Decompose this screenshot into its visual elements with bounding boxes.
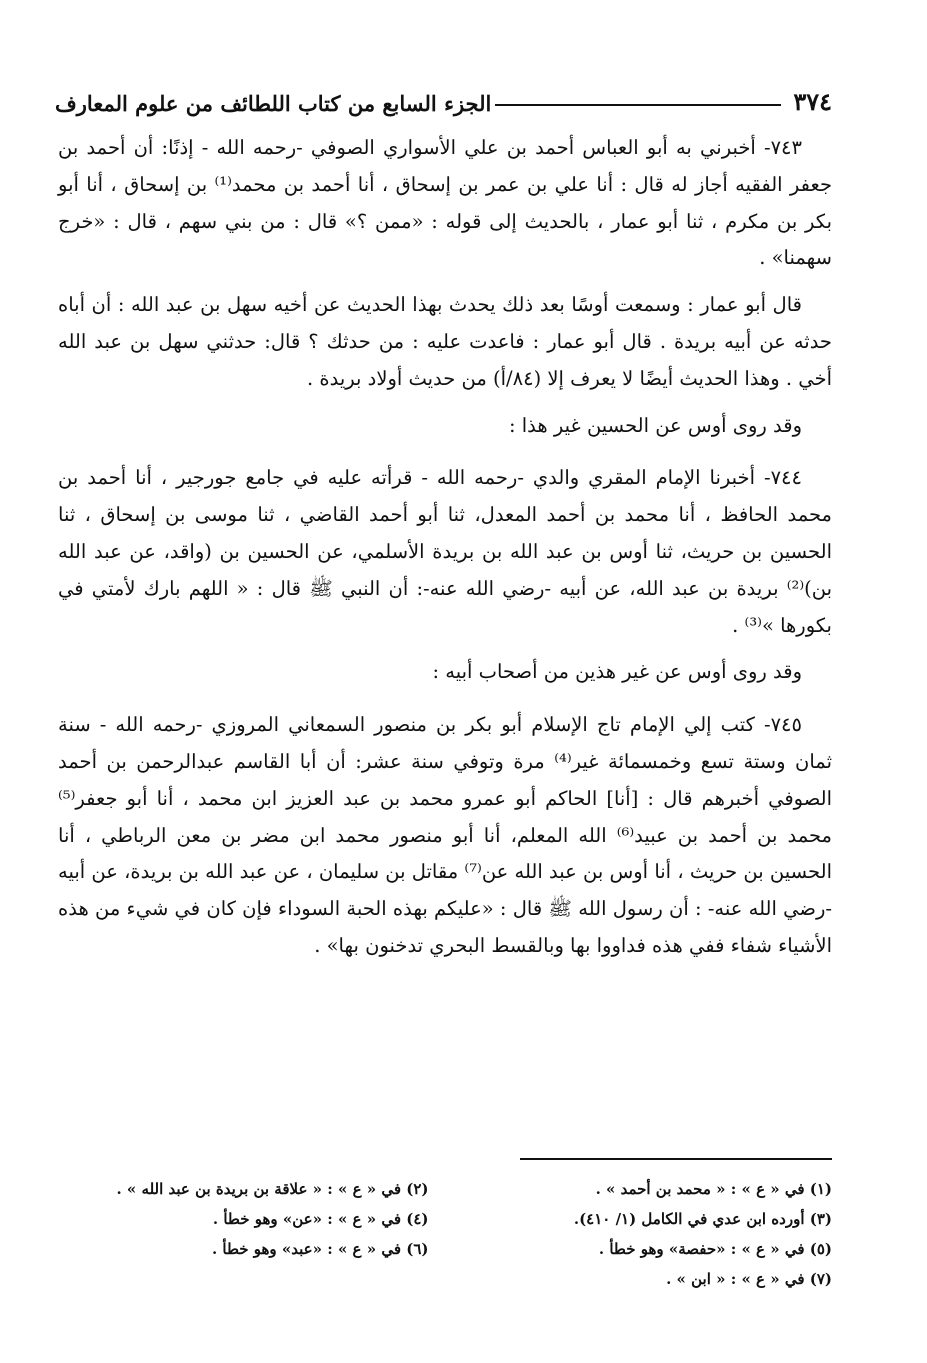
transition-line: وقد روى أوس عن غير هذين من أصحاب أبيه : <box>432 660 802 684</box>
footnote-3: (٣) أورده ابن عدي في الكامل (١/ ٤١٠). <box>573 1210 832 1228</box>
main-text <box>58 130 832 975</box>
footnote-2: (٢) في « ع » : « علاقة بن بريدة بن عبد الله » . <box>116 1180 429 1198</box>
header-rule <box>495 104 781 106</box>
commentary-paragraph: قال أبو عمار : وسمعت أوسًا بعد ذلك يحدث بهذا الحديث عن أخيه سهل بن عبد الله : أن أباه حدثه عن أبيه بريدة . قال أبو عمار : فاعدت عليه : من حدثك ؟ قال: حدثني سهل بن عبد الله أخي . وهذا الحديث أيضًا لا يعرف إلا (٨٤/أ) من حديث أولاد بريدة . <box>58 293 832 390</box>
transition-line: وقد روى أوس عن الحسين غير هذا : <box>509 413 802 437</box>
hadith-743-paragraph: ٧٤٣- أخبرني به أبو العباس أحمد بن علي الأسواري الصوفي -رحمه الله - إذنًا: أن أحمد بن جعفر الفقيه أجاز له قال : أنا علي بن عمر بن إسحاق ، أنا أحمد بن محمد⁽¹⁾ بن إسحاق ، أنا أبو بكر بن مكرم ، ثنا أبو عمار ، بالحديث إلى قوله : «ممن ؟» قال : من بني سهم ، قال : «خرج سهمنا» . <box>58 136 833 270</box>
footnote-5: (٥) في « ع » : «حفصة» وهو خطأ . <box>598 1240 832 1258</box>
footnote-1: (١) في « ع » : « محمد بن أحمد » . <box>595 1180 832 1198</box>
footnote-7: (٧) في « ع » : « ابن » . <box>666 1270 832 1288</box>
hadith-745-paragraph: ٧٤٥- كتب إلي الإمام تاج الإسلام أبو بكر بن منصور السمعاني المروزي -رحمه الله - سنة ثمان وستة تسع وخمسمائة غير⁽⁴⁾ مرة وتوفي سنة عشر: أن أبا القاسم عبدالرحمن بن أحمد الصوفي أخبرهم قال : [أنا] الحاكم أبو عمرو محمد بن عبد العزيز ابن محمد ، أنا أبو جعفر⁽⁵⁾ محمد بن أحمد بن عبيد⁽⁶⁾ الله المعلم، أنا أبو منصور محمد ابن مضر بن معن الرباطي ، أنا الحسين بن حريث ، أنا أوس بن عبد الله عن⁽⁷⁾ مقاتل بن سليمان ، عن عبد الله بن بريدة، عن أبيه -رضي الله عنه- : أن رسول الله ﷺ قال : «عليكم بهذه الحبة السوداء فإن كان في شيء من هذه الأشياء شفاء ففي هذه فداووا بها وبالقسط البحري تدخنون بها» . <box>58 713 832 957</box>
page-number: ٣٧٤ <box>793 87 832 116</box>
running-title: الجزء السابع من كتاب اللطائف من علوم المعارف <box>55 91 492 116</box>
footnotes <box>95 1175 832 1293</box>
running-header <box>55 82 832 116</box>
footnote-4: (٤) في « ع » : «عن» وهو خطأ . <box>212 1210 429 1228</box>
footnote-6: (٦) في « ع » : «عبد» وهو خطأ . <box>211 1240 429 1258</box>
hadith-744-paragraph: ٧٤٤- أخبرنا الإمام المقري والدي -رحمه الله - قرأته عليه في جامع جورجير ، أنا أحمد بن محمد الحافظ ، أنا محمد بن أحمد المعدل، ثنا أبو أحمد القاضي ، ثنا موسى بن إسحاق ، ثنا الحسين بن حريث، ثنا أوس بن عبد الله بن بريدة الأسلمي، عن الحسين بن (واقد، عن عبد الله بن)⁽²⁾ بريدة بن عبد الله، عن أبيه -رضي الله عنه-: أن النبي ﷺ قال : « اللهم بارك لأمتي في بكورها »⁽³⁾ . <box>58 466 832 637</box>
footnote-separator <box>520 1158 832 1160</box>
